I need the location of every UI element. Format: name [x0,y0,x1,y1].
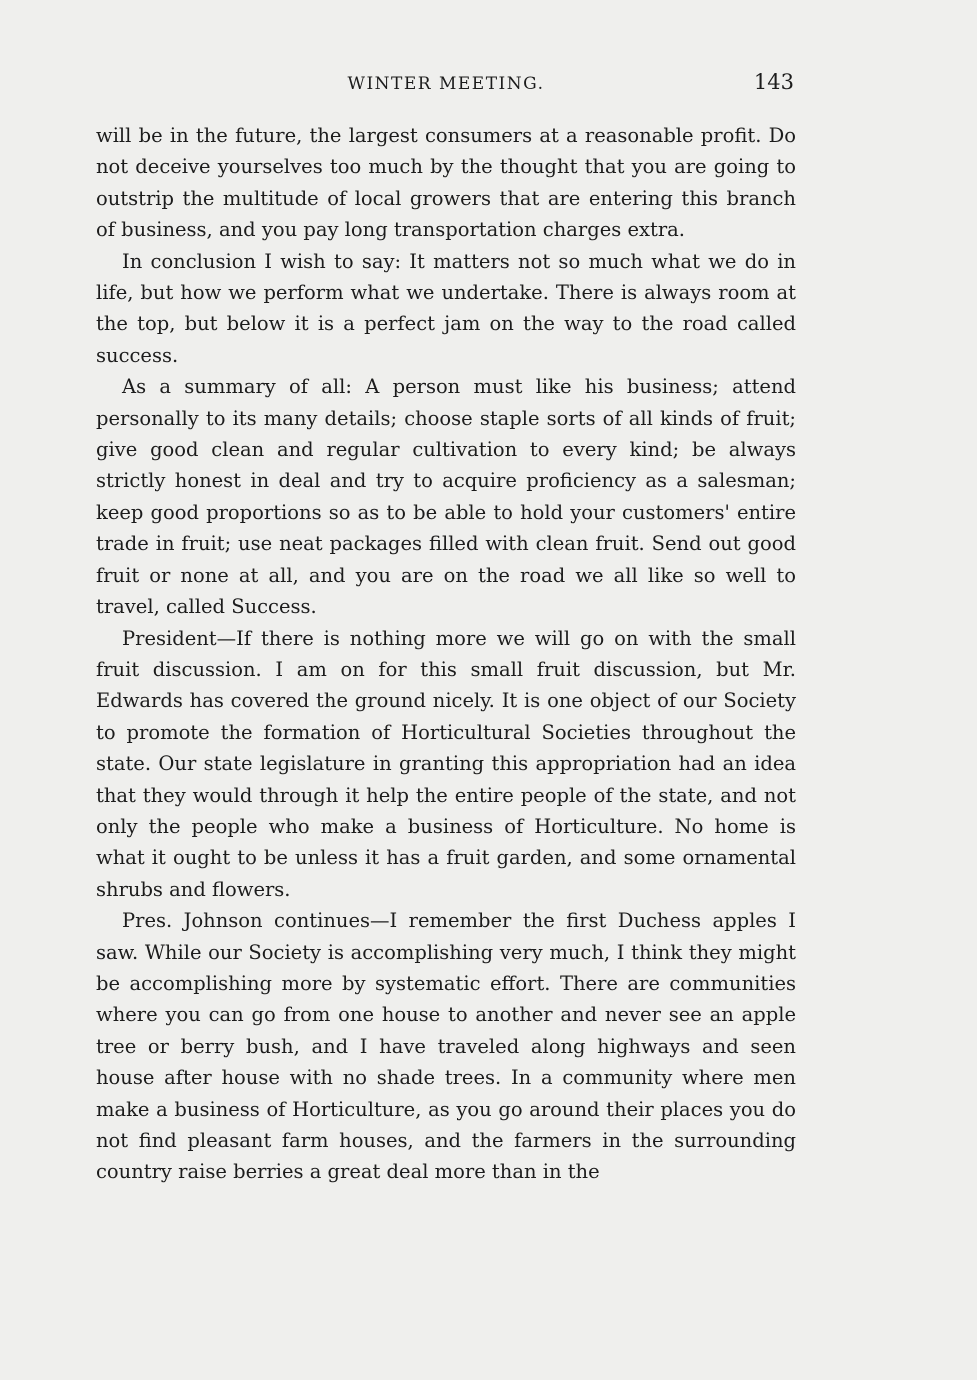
paragraph-president-remarks: President—If there is nothing more we will go on with the small fruit discussion. I am on for this small fruit discussion, but Mr. Edwards has covered the ground nicely. It is one object of our Society to promote the formation of Horticultural Societies throughout the state. Our state legislature in granting this appropriation had an idea that they would through it help the entire people of the state, and not only the people who make a business of Horticulture. No home is what it ought to be unless it has a fruit garden, and some ornamental shrubs and flowers. [96,626,796,901]
page-number: 143 [753,70,794,94]
page-header [96,70,796,100]
paragraph-johnson-remarks: Pres. Johnson continues—I remember the first Duchess apples I saw. While our Society is accomplishing very much, I think they might be accomplishing more by systematic effort. There are communities where you can go from one house to another and never see an apple tree or berry bush, and I have traveled along highways and seen house after house with no shade trees. In a community where men make a business of Horticulture, as you go around their places you do not find pleasant farm houses, and the farmers in the surrounding country raise berries a great deal more than in the [96,909,796,1184]
paragraph-conclusion: In conclusion I wish to say: It matters not so much what we do in life, but how we perform what we undertake. There is always room at the top, but below it is a perfect jam on the way to the road called success. [96,249,796,367]
paragraph-continuation: will be in the future, the largest consumers at a reasonable profit. Do not deceive yourselves too much by the thought that you are going to outstrip the multitude of local growers that are entering this branch of business, and you pay long transportation charges extra. [96,124,796,242]
paragraph-summary: As a summary of all: A person must like his business; attend personally to its many details; choose staple sorts of all kinds of fruit; give good clean and regular cultivation to every kind; be always strictly honest in deal and try to acquire proficiency as a salesman; keep good proportions so as to be able to hold your customers' entire trade in fruit; use neat packages filled with clean fruit. Send out good fruit or none at all, and you are on the road we all like so well to travel, called Success. [96,375,796,619]
running-head: WINTER MEETING. [347,74,545,94]
body-text [96,120,796,1188]
